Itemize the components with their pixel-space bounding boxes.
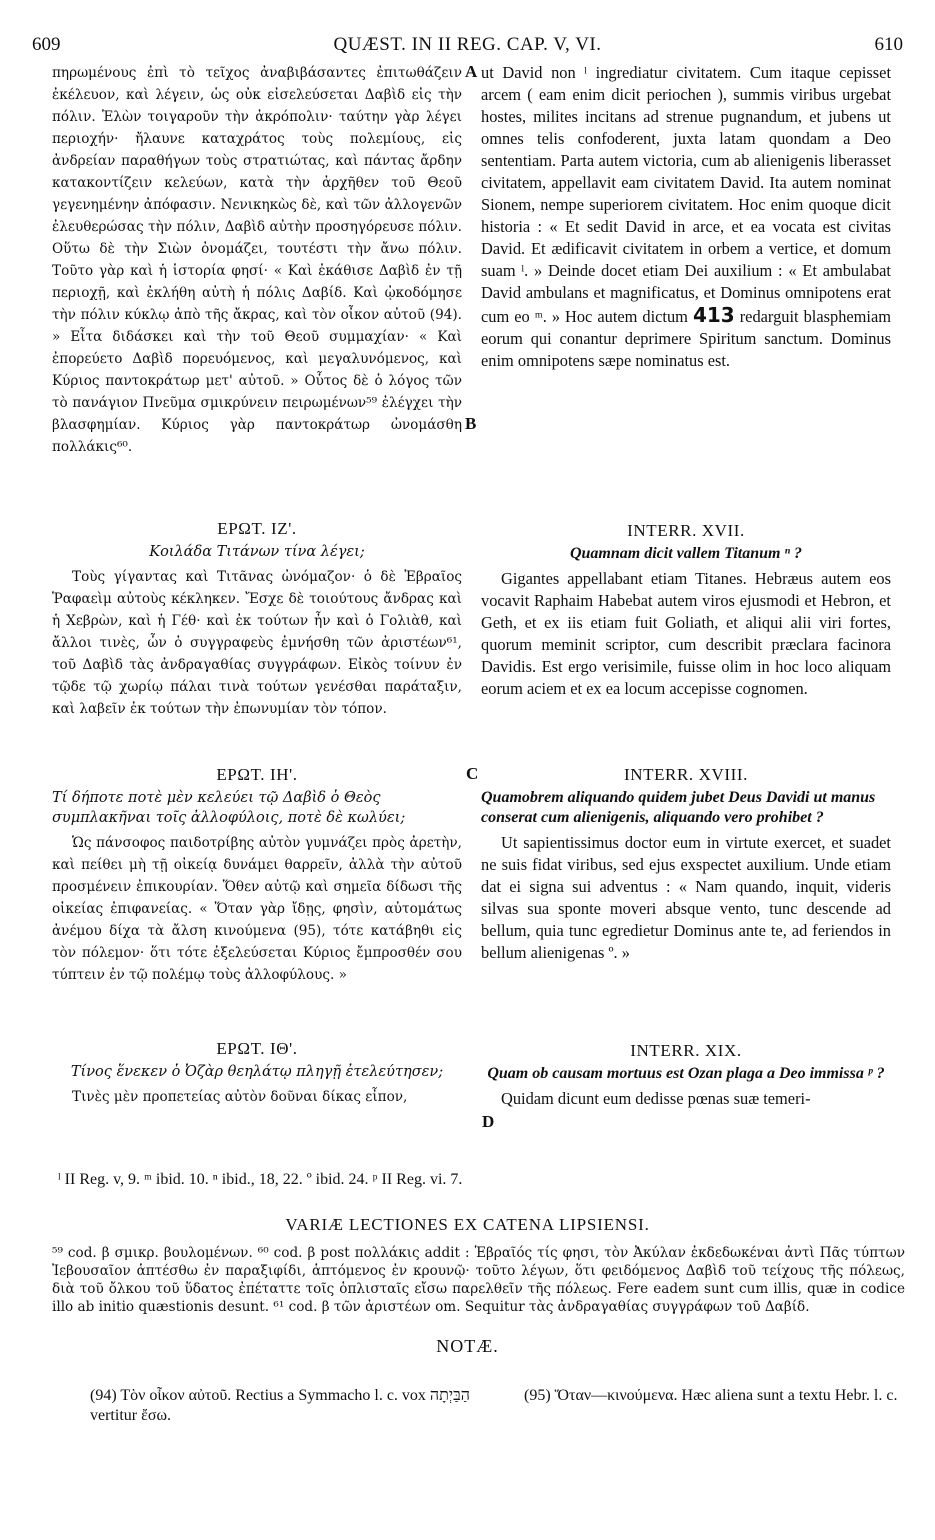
page-number-right: 610 (874, 34, 903, 55)
latin-q18-text: Ut sapientissimus doctor eum in virtute exercet, et suadet ne suis fidat viribus, sed ejus exspectet auxilium. Unde etiam dat ei signa sui adventus : « Nam quando, inquit, videris silvas sua sponte moveri absque vento, tunc descende ad bellum, quia tunc egredietur Dominus ante te, ad feriendos in bellum alienigenas º. » (481, 833, 891, 962)
latin-q19-text: Quidam dicunt eum dedisse pœnas suæ temeri- (501, 1089, 811, 1108)
greek-question-17 (52, 518, 462, 720)
marker-a: A (465, 62, 478, 81)
latin-intro-text (481, 62, 891, 372)
latin-question-19 (481, 1040, 891, 1110)
note-95: (95) Ὅταν—κινούμενα. Hæc aliena sunt a textu Hebr. l. c. (524, 1387, 898, 1404)
marker-b: B (465, 414, 477, 433)
marker-c: C (466, 764, 479, 783)
scripture-references: ˡ II Reg. v, 9. ᵐ ibid. 10. ⁿ ibid., 18, 22. º ibid. 24. ᵖ II Reg. vi. 7. (58, 1171, 463, 1188)
latin-question-17 (481, 520, 891, 700)
running-title: QUÆST. IN II REG. CAP. V, VI. (333, 34, 602, 55)
greek-q17-heading: ΕΡΩΤ. ΙΖ'. (217, 519, 297, 538)
greek-q19-title: Τίνος ἕνεκεν ὁ Ὀζὰρ θεηλάτῳ πληγῇ ἐτελεύτησεν; (70, 1064, 444, 1080)
latin-question-18 (481, 764, 891, 964)
latin-q18-heading: INTERR. XVIII. (623, 765, 749, 784)
greek-q17-title: Κοιλάδα Τιτάνων τίνα λέγει; (149, 544, 365, 560)
marker-d: D (482, 1112, 495, 1131)
greek-q18-heading: ΕΡΩΤ. ΙΗ'. (216, 765, 298, 784)
latin-q17-text: Gigantes appellabant etiam Titanes. Hebræus autem eos vocavit Raphaim Habebat autem viros ejusmodi et Hebron, et Geth, et ex iis etiam fuit Goliath, et aliqui alii viri fortes, quorum meminit scriptor, cum describit præclara facinora Davidis. Est ergo verisimile, fuisse olim in hoc loco aliquam eorum aciem et ex ea locum accepisse cognomen. (481, 569, 891, 698)
page-number-left: 609 (32, 34, 61, 55)
latin-q17-heading: INTERR. XVII. (627, 521, 745, 540)
note-94: (94) Τὸν οἶκον αὐτοῦ. Rectius a Symmacho l. c. vox הַבַּיְתָה vertitur ἔσω. (90, 1387, 470, 1424)
variae-lectiones-heading: VARIÆ LECTIONES EX CATENA LIPSIENSI. (285, 1215, 650, 1234)
greek-q19-heading: ΕΡΩΤ. ΙΘ'. (216, 1039, 298, 1058)
latin-q18-title: Quamobrem aliquando quidem jubet Deus Davidi ut manus conserat cum alienigenis, aliquando vero prohibet ? (481, 789, 876, 826)
greek-intro (52, 62, 462, 458)
greek-q18-title: Τί δήποτε ποτὲ μὲν κελεύει τῷ Δαβὶδ ὁ Θεὸς συμπλακῆναι τοῖς ἀλλοφύλοις, ποτὲ δὲ κωλύει; (52, 790, 406, 826)
greek-question-19 (52, 1038, 462, 1108)
greek-q19-text: Τινὲς μὲν προπετείας αὐτὸν δοῦναι δίκας εἶπον, (72, 1089, 408, 1105)
greek-q18-text: Ὡς πάνσοφος παιδοτρίβης αὐτὸν γυμνάζει πρὸς ἀρετὴν, καὶ πείθει μὴ τῇ οἰκείᾳ δυνάμει θαρρεῖν, ἀλλὰ τὴν αὐτοῦ προσμένειν ἐπικουρίαν. Ὅθεν αὐτῷ καὶ σημεῖα δίδωσι τῆς οἰκείας ἐπιφανείας. « Ὅταν γὰρ ἴδῃς, φησὶν, αὐτομάτως ἀνέμου δίχα τὰ ἄλση κινούμενα (95), τότε κατάβηθι εἰς τὸν πόλεμον· ὅτι τότε ἐξελεύσεται Κύριος ἔμπροσθέν σου τύπτειν ἐν τῷ πολέμῳ τοὺς ἀλλοφύλους. » (52, 835, 462, 983)
page-header (32, 34, 903, 60)
greek-intro-text: πηρωμένους ἐπὶ τὸ τεῖχος ἀναβιβάσαντες ἐπιτωθάζειν ἐκέλευον, καὶ λέγειν, ὡς οὐκ εἰσελεύσεται Δαβὶδ εἰς τὴν πόλιν. Ἑλὼν τοιγαροῦν τὴν ἀκρόπολιν· ταύτην γὰρ λέγει περιοχήν· ἤλαυνε καταχράτος τοὺς πολεμίους, εἰς ἀνδρείαν παραθήγων τοὺς στρατιώτας, καὶ πάντας ἄρδην κατακοντίζειν κελεύων, κατὰ τὴν ἀρχῆθεν τοῦ Θεοῦ γεγενημένην ἀπόφασιν. Νενικηκὼς δὲ, καὶ τῶν ἀλλογενῶν ἐλευθερώσας τὴν πόλιν, Δαβὶδ αὐτὴν προσηγόρευσε πόλιν. Οὕτω δὲ τὴν Σιὼν ὀνομάζει, τουτέστι τὴν ἄνω πόλιν. Τοῦτο γὰρ καὶ ἡ ἱστορία φησί· « Καὶ ἐκάθισε Δαβὶδ ἐν τῇ περιοχῇ, καὶ ἐκλήθη αὐτὴ ἡ πόλις Δαβίδ. Καὶ ᾠκοδόμησε τὴν πόλιν κύκλῳ ἀπὸ τῆς ἄκρας, καὶ τὸν οἶκον αὐτοῦ (94). » Εἶτα διδάσκει καὶ τὴν τοῦ Θεοῦ συμμαχίαν· « Καὶ ἐπορεύετο Δαβὶδ πορευόμενος, καὶ μεγαλυνόμενος, καὶ Κύριος παντοκράτωρ μετ' αὐτοῦ. » Οὗτος δὲ ὁ λόγος τῶν τὸ πανάγιον Πνεῦμα σμικρύνειν πειρωμένων⁵⁹ ἐλέγχει τὴν βλασφημίαν. Κύριος γὰρ παντοκράτωρ ὠνομάσθη πολλάκις⁶⁰. (52, 65, 462, 455)
greek-q17-text: Τοὺς γίγαντας καὶ Τιτᾶνας ὠνόμαζον· ὁ δὲ Ἑβραῖος Ῥαφαεὶμ αὐτοὺς κέκληκεν. Ἔσχε δὲ τοιούτους ἄνδρας καὶ ἡ Χεβρὼν, καὶ ἡ Γέθ· καὶ ἐκ τούτων ἦν καὶ ὁ Γολιὰθ, καὶ ἄλλοι τινὲς, ὧν ὁ συγγραφεὺς ἐμνήσθη τῶν ἀριστέων⁶¹, τοῦ Δαβὶδ τὰς ἀνδραγαθίας συγγράφων. Εἰκὸς τοίνυν ἐν τῷδε τῷ χωρίῳ πάλαι τινὰ τούτων γενέσθαι παράταξιν, καὶ λαβεῖν ἐκ τούτων τὴν ἐπωνυμίαν τὸν τόπον. (52, 569, 462, 717)
variae-lectiones-text: ⁵⁹ cod. β σμικρ. βουλομένων. ⁶⁰ cod. β post πολλάκις addit : Ἑβραῖός τίς φησι, τὸν Ἀκύλαν ἐκδεδωκέναι ἀντὶ Πᾶς τύπτων Ἰεβουσαῖον ἁπτέσθω ἐν παραξιφίδι, ἁπτόμενος ἐν κρουνῷ· τοῦτο λέγων, ὅτι φειδόμενος Δαβὶδ τοῦ τείχους τῆς πόλεως, διὰ τοῦ ὄλκου τοῦ ὕδατος ἐπέταττε τοῖς ὁπλισταῖς εἴσω παρελθεῖν τῆς πόλεως. Fere eadem sunt cum illis, quæ in codice illo ab initio quæstionis desunt. ⁶¹ cod. β τῶν ἀριστέων om. Sequitur τὰς ἀνδραγαθίας συγγράφων τοῦ Δαβίδ. (52, 1245, 905, 1315)
greek-question-18 (52, 764, 462, 986)
column-number: 413 (692, 303, 735, 327)
latin-intro-part-a: ut David non ˡ ingrediatur civitatem. Cum itaque cepisset arcem ( eam enim dicit periochen ), summis viribus urgebat hostes, milites incitans ad strenue pugnandum, et jubens ut omnes telis confoderent, juxta latam quondam a Deo sententiam. Parta autem victoria, cum ab alienigenis liberasset civitatem, appellavit eam civitatem David. Ita autem nominat Sionem, nempe superiorem civitatem. Hoc enim quoque dicit historia : « Et sedit David in arce, et ea vocata est civitas David. Et ædificavit civitatem in orbem a vertice, et domum suam ˡ. » Deinde docet etiam Dei auxilium : « Et ambulabat David ambulans et magnificatus, et Dominus omnipotens erat cum eo ᵐ. » Hoc autem dictum (481, 63, 891, 326)
latin-q17-title: Quamnam dicit vallem Titanum ⁿ ? (569, 545, 803, 562)
latin-intro (481, 62, 891, 372)
latin-q19-heading: INTERR. XIX. (630, 1041, 742, 1060)
notae-heading: NOTÆ. (436, 1336, 499, 1356)
latin-q19-title: Quam ob causam mortuus est Ozan plaga a Deo immissa ᵖ ? (487, 1065, 885, 1082)
latin-intro-part-b: redarguit blasphemiam eorum qui conantur deprimere Spiritum sanctum. Dominus enim omnipotens sæpe nominatus est. (481, 307, 891, 370)
